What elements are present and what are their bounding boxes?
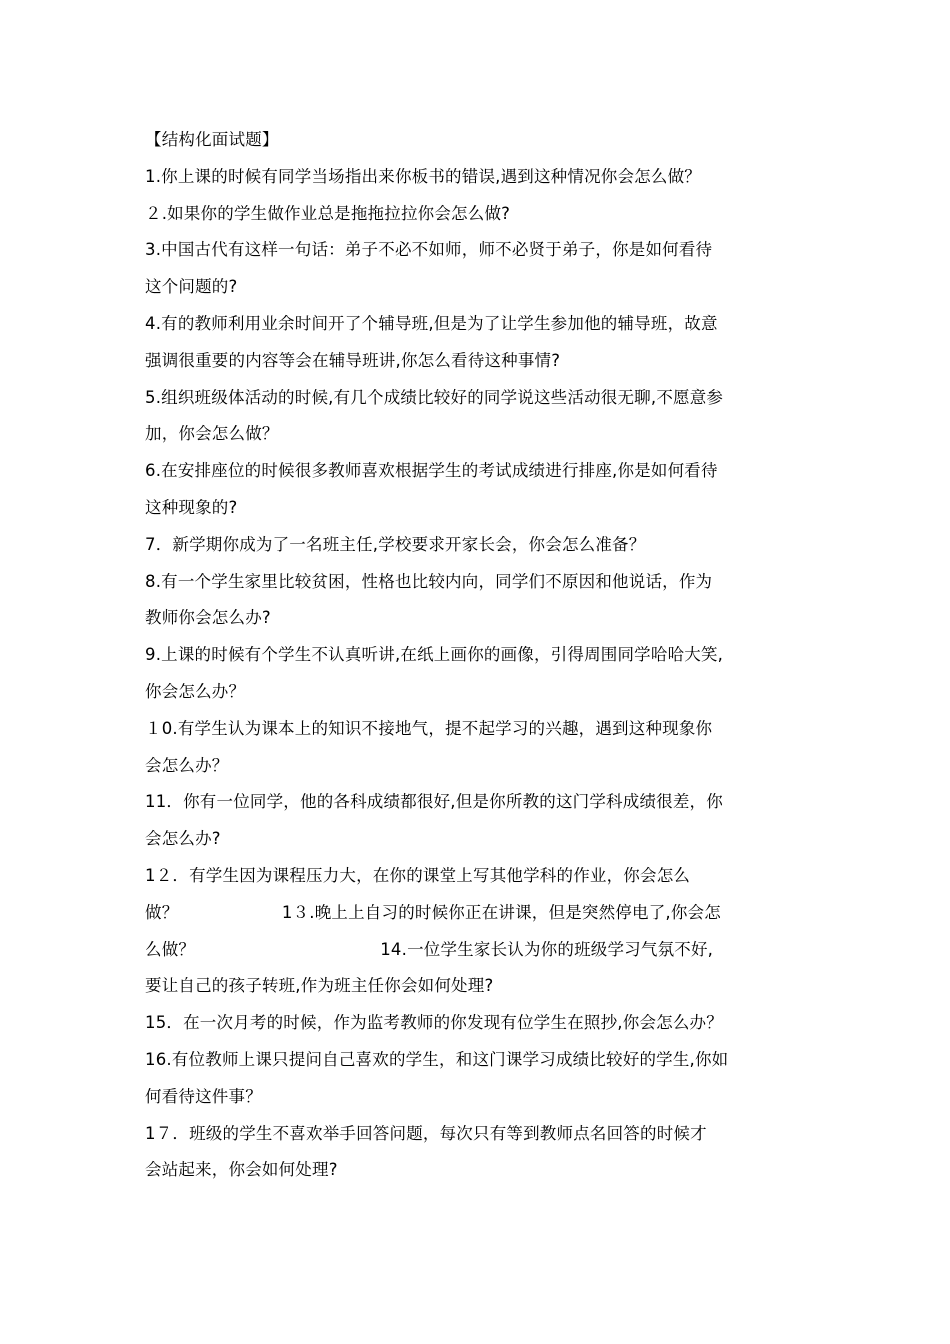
question-line: 会怎么办? [145,829,221,849]
question-line: 5.组织班级体活动的时候,有几个成绩比较好的同学说这些活动很无聊,不愿意参 [145,387,724,407]
question-line: 4.有的教师利用业余时间开了个辅导班,但是为了让学生参加他的辅导班，故意 [145,313,718,333]
question-line: 3.中国古代有这样一句话：弟子不必不如师，师不必贤于弟子，你是如何看待 [145,240,713,260]
question-line: １0.有学生认为课本上的知识不接地气，提不起学习的兴趣，遇到这种现象你 [145,718,713,738]
question-line: 9.上课的时候有个学生不认真听讲,在纸上画你的画像，引得周围同学哈哈大笑, [145,645,724,665]
question-line: 这个问题的? [145,277,238,297]
question-line: 8.有一个学生家里比较贫困，性格也比较内向，同学们不原因和他说话，作为 [145,571,713,591]
question-line: 做？ 1３.晚上上自习的时候你正在讲课，但是突然停电了,你会怎 [145,902,721,922]
question-line: 会怎么办？ [145,755,229,775]
question-line: 1２．有学生因为课程压力大，在你的课堂上写其他学科的作业，你会怎么 [145,865,691,885]
question-line: 7．新学期你成为了一名班主任,学校要求开家长会，你会怎么准备？ [145,534,646,554]
question-line: 1７．班级的学生不喜欢举手回答问题，每次只有等到教师点名回答的时候才 [145,1123,707,1143]
document-body [145,122,810,1189]
question-line: 15．在一次月考的时候，作为监考教师的你发现有位学生在照抄,你会怎么办？ [145,1013,723,1033]
question-line: 6.在安排座位的时候很多教师喜欢根据学生的考试成绩进行排座,你是如何看待 [145,461,718,481]
question-line: 要让自己的孩子转班,作为班主任你会如何处理? [145,976,494,996]
question-line: 强调很重要的内容等会在辅导班讲,你怎么看待这种事情? [145,350,561,370]
question-line: 11．你有一位同学，他的各科成绩都很好,但是你所教的这门学科成绩很差，你 [145,792,723,812]
question-line: 何看待这件事？ [145,1086,262,1106]
question-line: ２.如果你的学生做作业总是拖拖拉拉你会怎么做? [145,203,511,223]
question-line: 教师你会怎么办? [145,608,271,628]
question-line: 会站起来，你会如何处理? [145,1160,338,1180]
question-line: 这种现象的? [145,497,238,517]
question-line: 么做？ 14.一位学生家长认为你的班级学习气氛不好, [145,939,714,959]
question-line: 1.你上课的时候有同学当场指出来你板书的错误,遇到这种情况你会怎么做？ [145,166,701,186]
document-heading: 【结构化面试题】 [145,130,279,149]
question-line: 加，你会怎么做？ [145,424,279,444]
question-line: 16.有位教师上课只提问自己喜欢的学生，和这门课学习成绩比较好的学生,你如 [145,1049,729,1069]
question-line: 你会怎么办？ [145,681,246,701]
